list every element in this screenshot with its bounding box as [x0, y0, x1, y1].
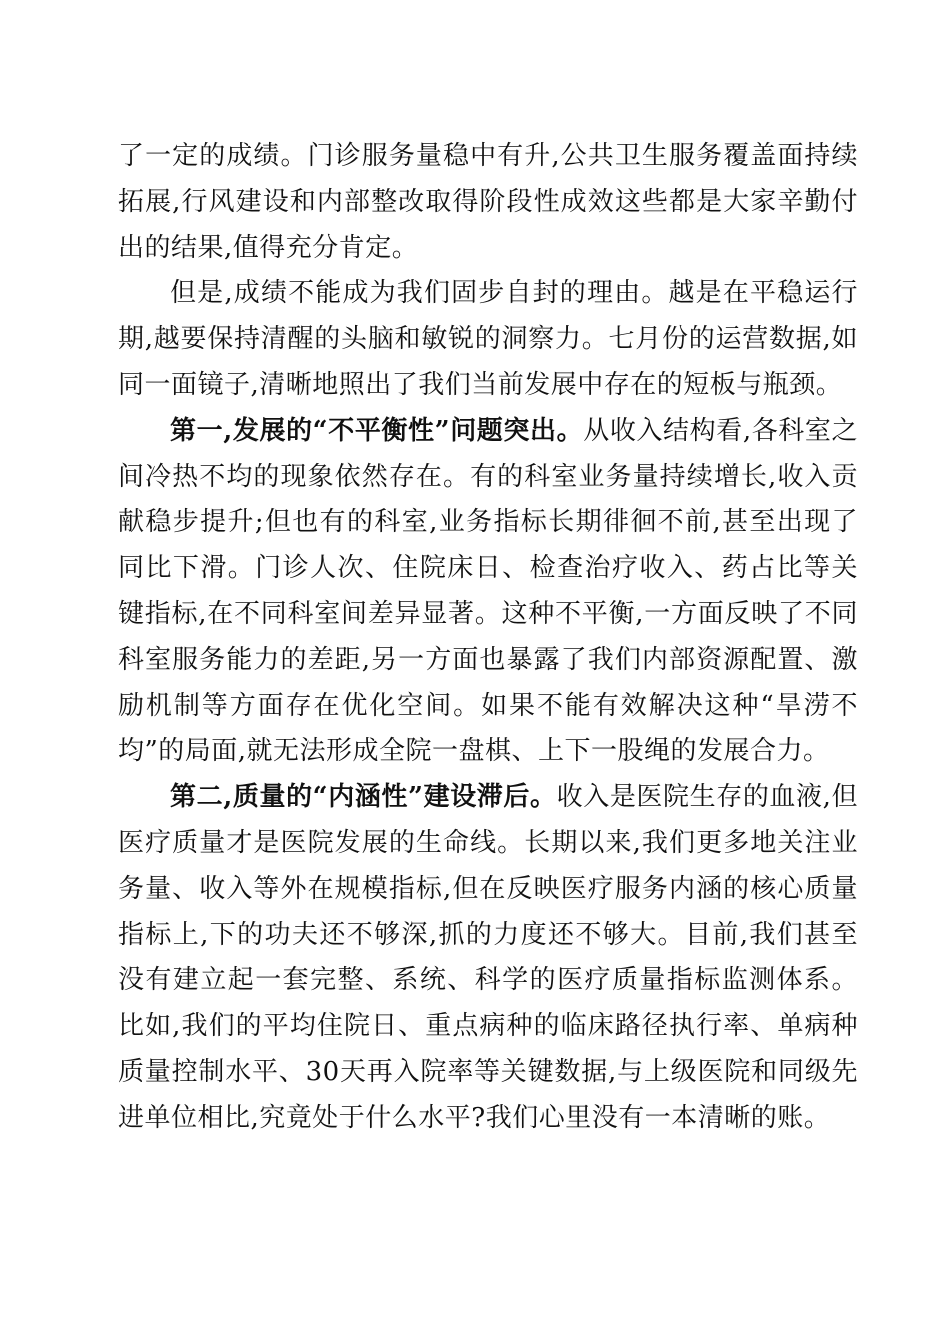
paragraph-text: 收入是医院生存的血液,但医疗质量才是医院发展的生命线。长期以来,我们更多地关注业务量、收入等外在规模指标,但在反映医疗服务内涵的核心质量指标上,下的功夫还不够深,抓的力度还不够大。目前,我们甚至没有建立起一套完整、系统、科学的医疗质量指标监测体系。比如,我们的平均住院日、重点病种的临床路径执行率、单病种质量控制水平、30天再入院率等关键数据,与上级医院和同级先进单位相比,究竟处于什么水平?我们心里没有一本清晰的账。	[118, 782, 859, 1133]
paragraph-lead-heading: 第二,质量的“内涵性”建设滞后。	[170, 782, 557, 813]
paragraph-point-two	[118, 775, 858, 1141]
document-body	[118, 134, 858, 1142]
paragraph-text: 了一定的成绩。门诊服务量稳中有升,公共卫生服务覆盖面持续拓展,行风建设和内部整改取得阶段性成效这些都是大家辛勤付出的结果,值得充分肯定。	[118, 141, 858, 263]
paragraph-point-one	[118, 409, 858, 775]
paragraph-lead-heading: 第一,发展的“不平衡性”问题突出。	[170, 415, 584, 446]
paragraph-continued	[118, 134, 858, 271]
paragraph-text: 从收入结构看,各科室之间冷热不均的现象依然存在。有的科室业务量持续增长,收入贡献稳步提升;但也有的科室,业务指标长期徘徊不前,甚至出现了同比下滑。门诊人次、住院床日、检查治疗收入、药占比等关键指标,在不同科室间差异显著。这种不平衡,一方面反映了不同科室服务能力的差距,另一方面也暴露了我们内部资源配置、激励机制等方面存在优化空间。如果不能有效解决这种“旱涝不均”的局面,就无法形成全院一盘棋、上下一股绳的发展合力。	[118, 415, 859, 767]
paragraph-however	[118, 271, 858, 408]
paragraph-text: 但是,成绩不能成为我们固步自封的理由。越是在平稳运行期,越要保持清醒的头脑和敏锐的洞察力。七月份的运营数据,如同一面镜子,清晰地照出了我们当前发展中存在的短板与瓶颈。	[118, 278, 858, 400]
